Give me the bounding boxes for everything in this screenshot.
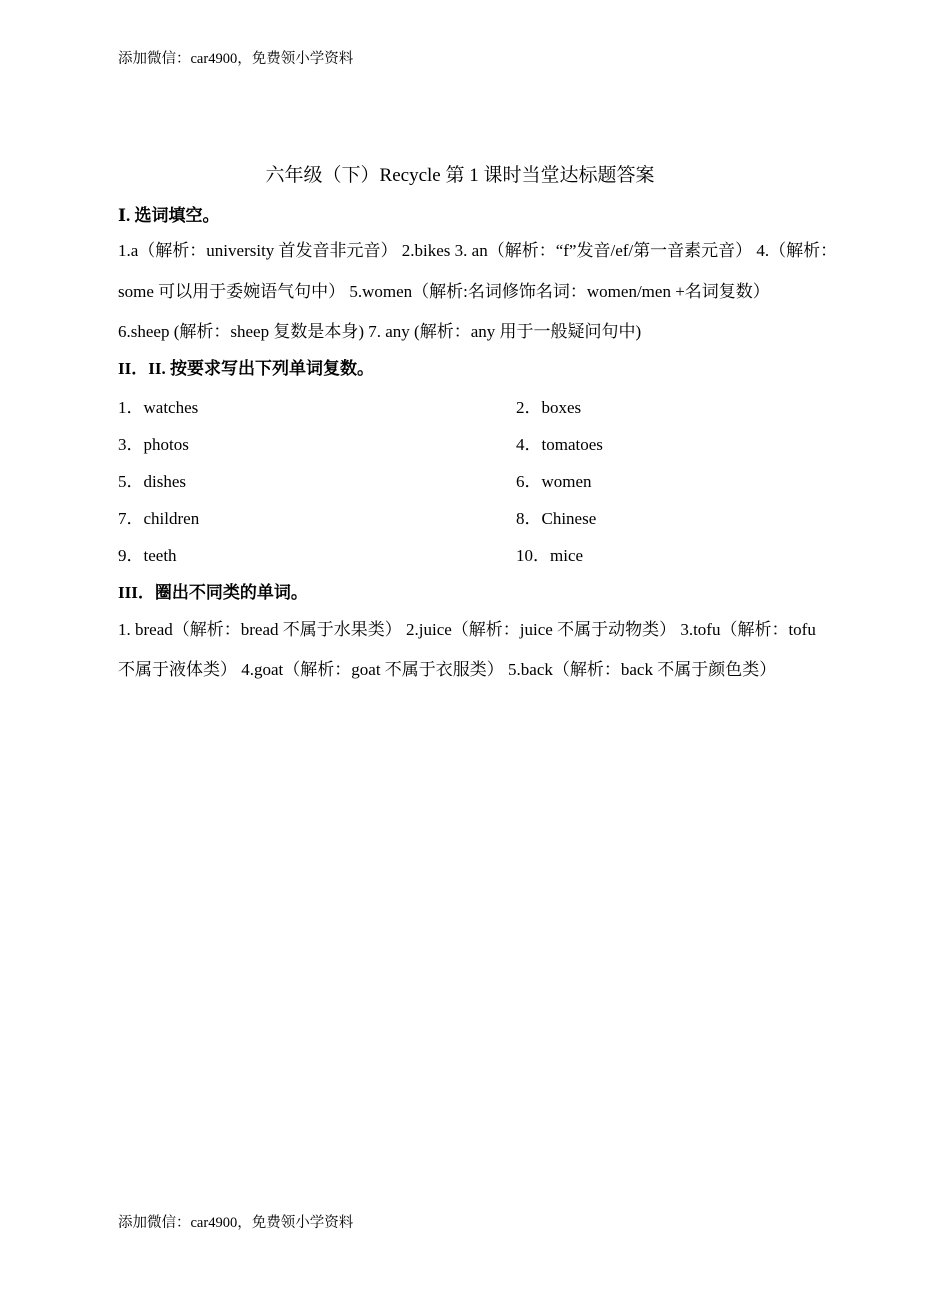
section-1-line: 6.sheep (解析：sheep 复数是本身) 7. any (解析：any 用于一般疑问句中): [118, 322, 642, 341]
plural-answer: 10．mice: [516, 546, 584, 565]
section-1-line: some 可以用于委婉语气句中） 5.women（解析:名词修饰名词：women/men +名词复数）: [118, 282, 770, 301]
section-3-line: 1. bread（解析：bread 不属于水果类） 2.juice（解析：juice 不属于动物类） 3.tofu（解析：tofu: [118, 620, 816, 639]
plural-answer: 1．watches: [118, 398, 199, 417]
plural-row: [118, 504, 838, 528]
plural-answer: 5．dishes: [118, 472, 186, 491]
section-3-line: 不属于液体类） 4.goat（解析：goat 不属于衣服类） 5.back（解析：back 不属于颜色类）: [118, 660, 777, 679]
plural-answer: 2．boxes: [516, 398, 582, 417]
page-header: 添加微信：car4900，免费领小学资料: [118, 51, 354, 67]
plural-answer: 3．photos: [118, 435, 189, 454]
section-3-heading: III．圈出不同类的单词。: [118, 583, 308, 602]
plural-row: [118, 393, 838, 417]
page-footer: 添加微信：car4900，免费领小学资料: [118, 1215, 354, 1231]
section-1-heading: Ⅰ. 选词填空。: [118, 206, 220, 225]
plural-row: [118, 541, 838, 565]
section-2-heading: II．II. 按要求写出下列单词复数。: [118, 359, 374, 378]
plural-row: [118, 430, 838, 454]
plural-row: [118, 467, 838, 491]
plural-answer: 8．Chinese: [516, 509, 597, 528]
section-1-line: 1.a（解析：university 首发音非元音） 2.bikes 3. an（解析：“f”发音/ef/第一音素元音） 4.（解析：: [118, 241, 838, 260]
plural-answer: 6．women: [516, 472, 592, 491]
plural-answer: 9．teeth: [118, 546, 177, 565]
page-title: 六年级（下）Recycle 第 1 课时当堂达标题答案: [265, 165, 655, 186]
plural-answer: 4．tomatoes: [516, 435, 603, 454]
plural-answer: 7．children: [118, 509, 200, 528]
